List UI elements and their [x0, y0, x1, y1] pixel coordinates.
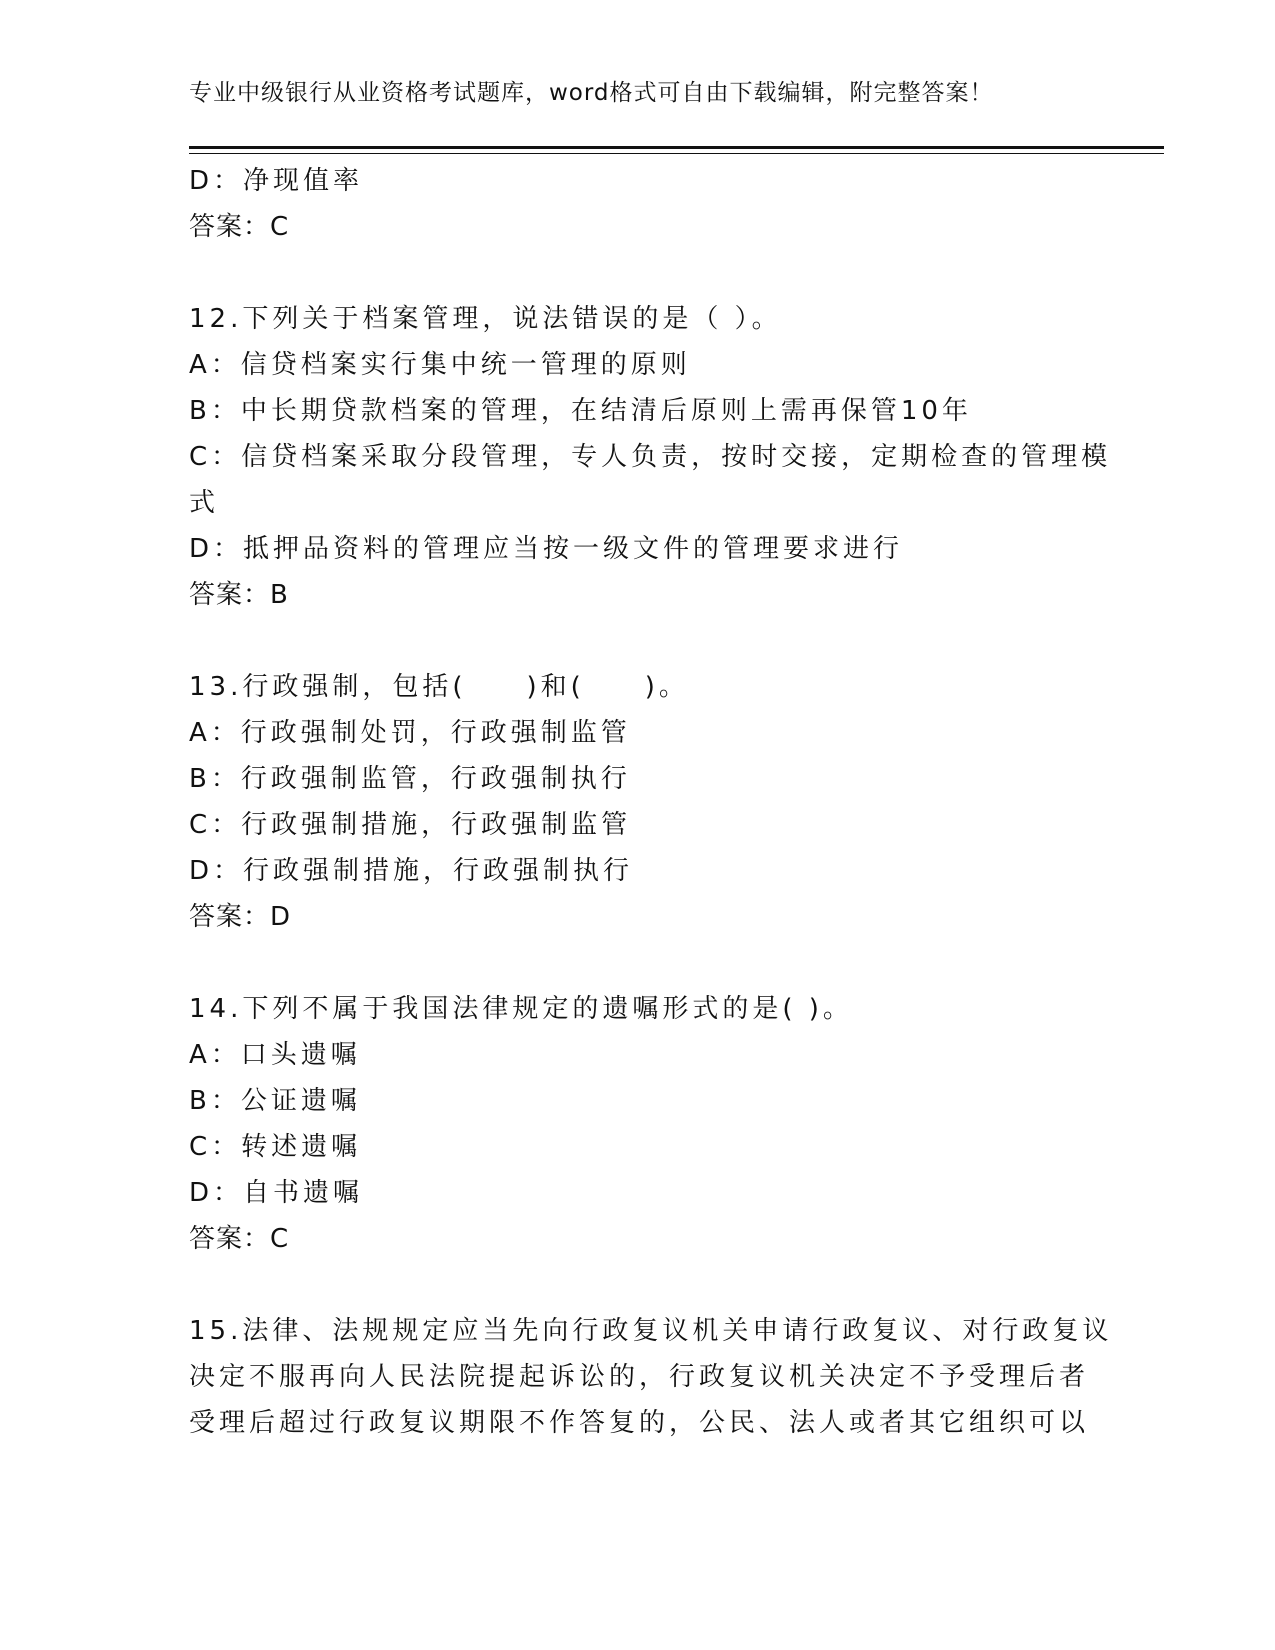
- q12-option-d: D：抵押品资料的管理应当按一级文件的管理要求进行: [189, 534, 904, 564]
- header-divider-thick: [189, 146, 1164, 149]
- question-content: [189, 158, 1113, 1446]
- q13-option-c: C：行政强制措施，行政强制监管: [189, 810, 632, 840]
- q14-option-d: D：自书遗嘱: [189, 1178, 364, 1208]
- q13-option-b: B：行政强制监管，行政强制执行: [189, 764, 631, 794]
- q12-option-a: A：信贷档案实行集中统一管理的原则: [189, 350, 691, 380]
- question-12: [189, 296, 1112, 618]
- q13-stem: 13.行政强制，包括( )和( )。: [189, 672, 689, 702]
- spacer: [189, 1262, 1089, 1308]
- q13-option-d: D：行政强制措施，行政强制执行: [189, 856, 634, 886]
- question-14: [189, 986, 1089, 1262]
- q15-stem-line1: 15.法律、法规规定应当先向行政复议机关申请行政复议、对行政复议: [189, 1316, 1113, 1346]
- q12-answer: 答案：B: [189, 580, 289, 610]
- question-11-tail: [189, 158, 1089, 250]
- q12-option-b: B：中长期贷款档案的管理，在结清后原则上需再保管10年: [189, 396, 972, 426]
- q13-option-a: A：行政强制处罚，行政强制监管: [189, 718, 631, 748]
- spacer: [189, 618, 1089, 664]
- q14-stem: 14.下列不属于我国法律规定的遗嘱形式的是( )。: [189, 994, 853, 1024]
- spacer: [189, 940, 1089, 986]
- q14-answer: 答案：C: [189, 1224, 290, 1254]
- q13-answer: 答案：D: [189, 902, 292, 932]
- q15-stem-line2: 决定不服再向人民法院提起诉讼的，行政复议机关决定不予受理后者: [189, 1362, 1090, 1392]
- header-divider-thin: [189, 153, 1164, 154]
- q15-stem-line3: 受理后超过行政复议期限不作答复的，公民、法人或者其它组织可以: [189, 1408, 1090, 1438]
- q12-stem: 12.下列关于档案管理，说法错误的是（ ）。: [189, 304, 782, 334]
- page-header-text: 专业中级银行从业资格考试题库，word格式可自由下载编辑，附完整答案！: [189, 80, 994, 106]
- q14-option-c: C：转述遗嘱: [189, 1132, 362, 1162]
- q12-option-c-line2: 式: [189, 488, 220, 518]
- q11-answer: 答案：C: [189, 212, 290, 242]
- q12-option-c-line1: C：信贷档案采取分段管理，专人负责，按时交接，定期检查的管理模: [189, 442, 1112, 472]
- question-15: [189, 1308, 1113, 1446]
- q14-option-b: B：公证遗嘱: [189, 1086, 361, 1116]
- q11-option-d: D：净现值率: [189, 166, 364, 196]
- question-13: [189, 664, 1089, 940]
- spacer: [189, 250, 1089, 296]
- q14-option-a: A：口头遗嘱: [189, 1040, 361, 1070]
